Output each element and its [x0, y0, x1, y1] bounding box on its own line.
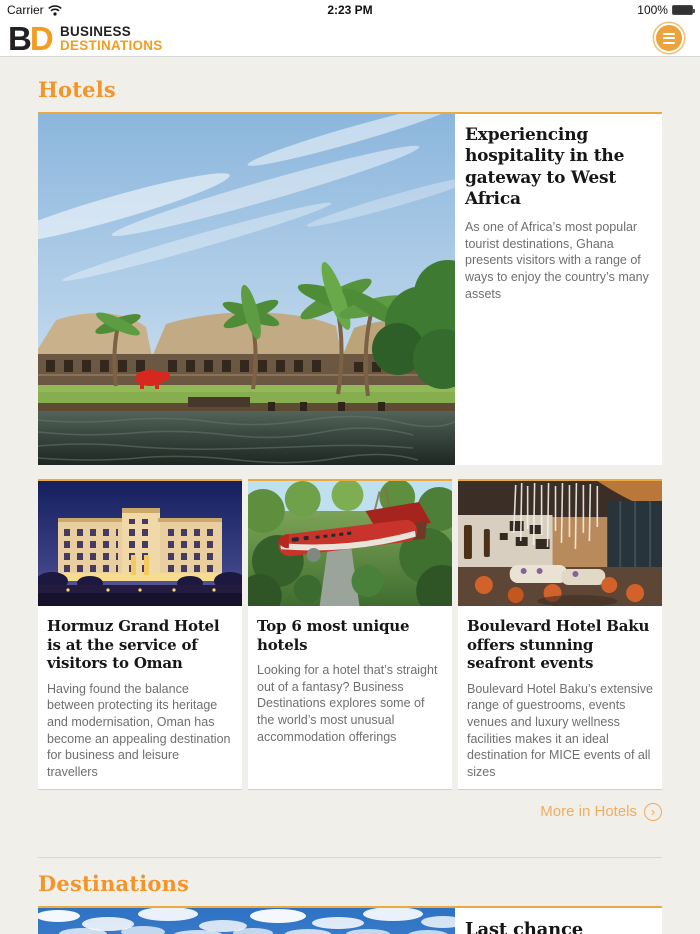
chevron-right-circle-icon: › [644, 803, 662, 821]
featured-article-title: Experiencing hospitality in the gateway to West Africa [465, 125, 625, 209]
status-bar [0, 0, 700, 20]
carrier-label: Carrier [7, 3, 44, 17]
article-card-title: Top 6 most unique hotels [257, 617, 410, 654]
featured-article-excerpt: As one of Africa’s most popular tourist destinations, Ghana presents visitors with a range of ways to enjoy the country’s many assets [465, 220, 649, 301]
app-logo[interactable] [8, 19, 166, 57]
featured-article-image[interactable] [38, 114, 455, 465]
destinations-section-title: Destinations [38, 870, 190, 896]
article-card-hormuz[interactable] [38, 479, 242, 790]
app-header [0, 20, 700, 57]
battery-percent: 100% [637, 3, 668, 17]
article-card-image-lobby[interactable] [458, 481, 662, 606]
article-card-excerpt: Having found the balance between protecting its heritage and modernisation, Oman has become an appealing destination for business and leisure travellers [47, 681, 231, 779]
more-row [38, 803, 662, 821]
hotels-card-row [38, 479, 662, 790]
battery-icon [672, 5, 693, 15]
wifi-icon [48, 5, 62, 16]
featured-article-destinations[interactable] [38, 906, 662, 934]
article-card-image-hormuz[interactable] [38, 481, 242, 606]
hamburger-menu-button[interactable] [656, 25, 682, 51]
article-card-body [248, 606, 452, 790]
article-card-boulevard-baku[interactable] [458, 479, 662, 790]
featured-article-hotels[interactable] [38, 112, 662, 465]
article-card-body [38, 606, 242, 790]
featured-article-body [455, 114, 662, 465]
destinations-article-title: Last chance [465, 918, 584, 934]
logo-wordmark: BUSINESS DESTINATIONS [59, 23, 163, 53]
more-in-hotels-link[interactable] [540, 803, 662, 821]
hamburger-icon [663, 33, 675, 35]
article-card-body [458, 606, 662, 790]
destinations-article-body [455, 908, 662, 934]
more-in-hotels-label: More in Hotels [540, 803, 637, 821]
bd-monogram: BD [8, 19, 52, 57]
article-card-title: Boulevard Hotel Baku offers stunning seafront events [467, 617, 650, 673]
article-card-title: Hormuz Grand Hotel is at the service of visitors to Oman [47, 617, 220, 673]
clock: 2:23 PM [327, 3, 373, 17]
destinations-article-image[interactable] [38, 908, 455, 934]
article-card-unique-hotels[interactable] [248, 479, 452, 790]
article-card-image-airplane[interactable] [248, 481, 452, 606]
article-card-excerpt: Boulevard Hotel Baku’s extensive range of guestrooms, events venues and luxury wellness facilities makes it an ideal destination for MICE events of all sizes [467, 681, 653, 779]
hotels-section-title: Hotels [38, 77, 116, 102]
article-card-excerpt: Looking for a hotel that’s straight out of a fantasy? Business Destinations explores some of the world’s most unusual accommodation offerings [257, 663, 438, 744]
main-content [0, 77, 700, 934]
section-divider [38, 857, 662, 858]
